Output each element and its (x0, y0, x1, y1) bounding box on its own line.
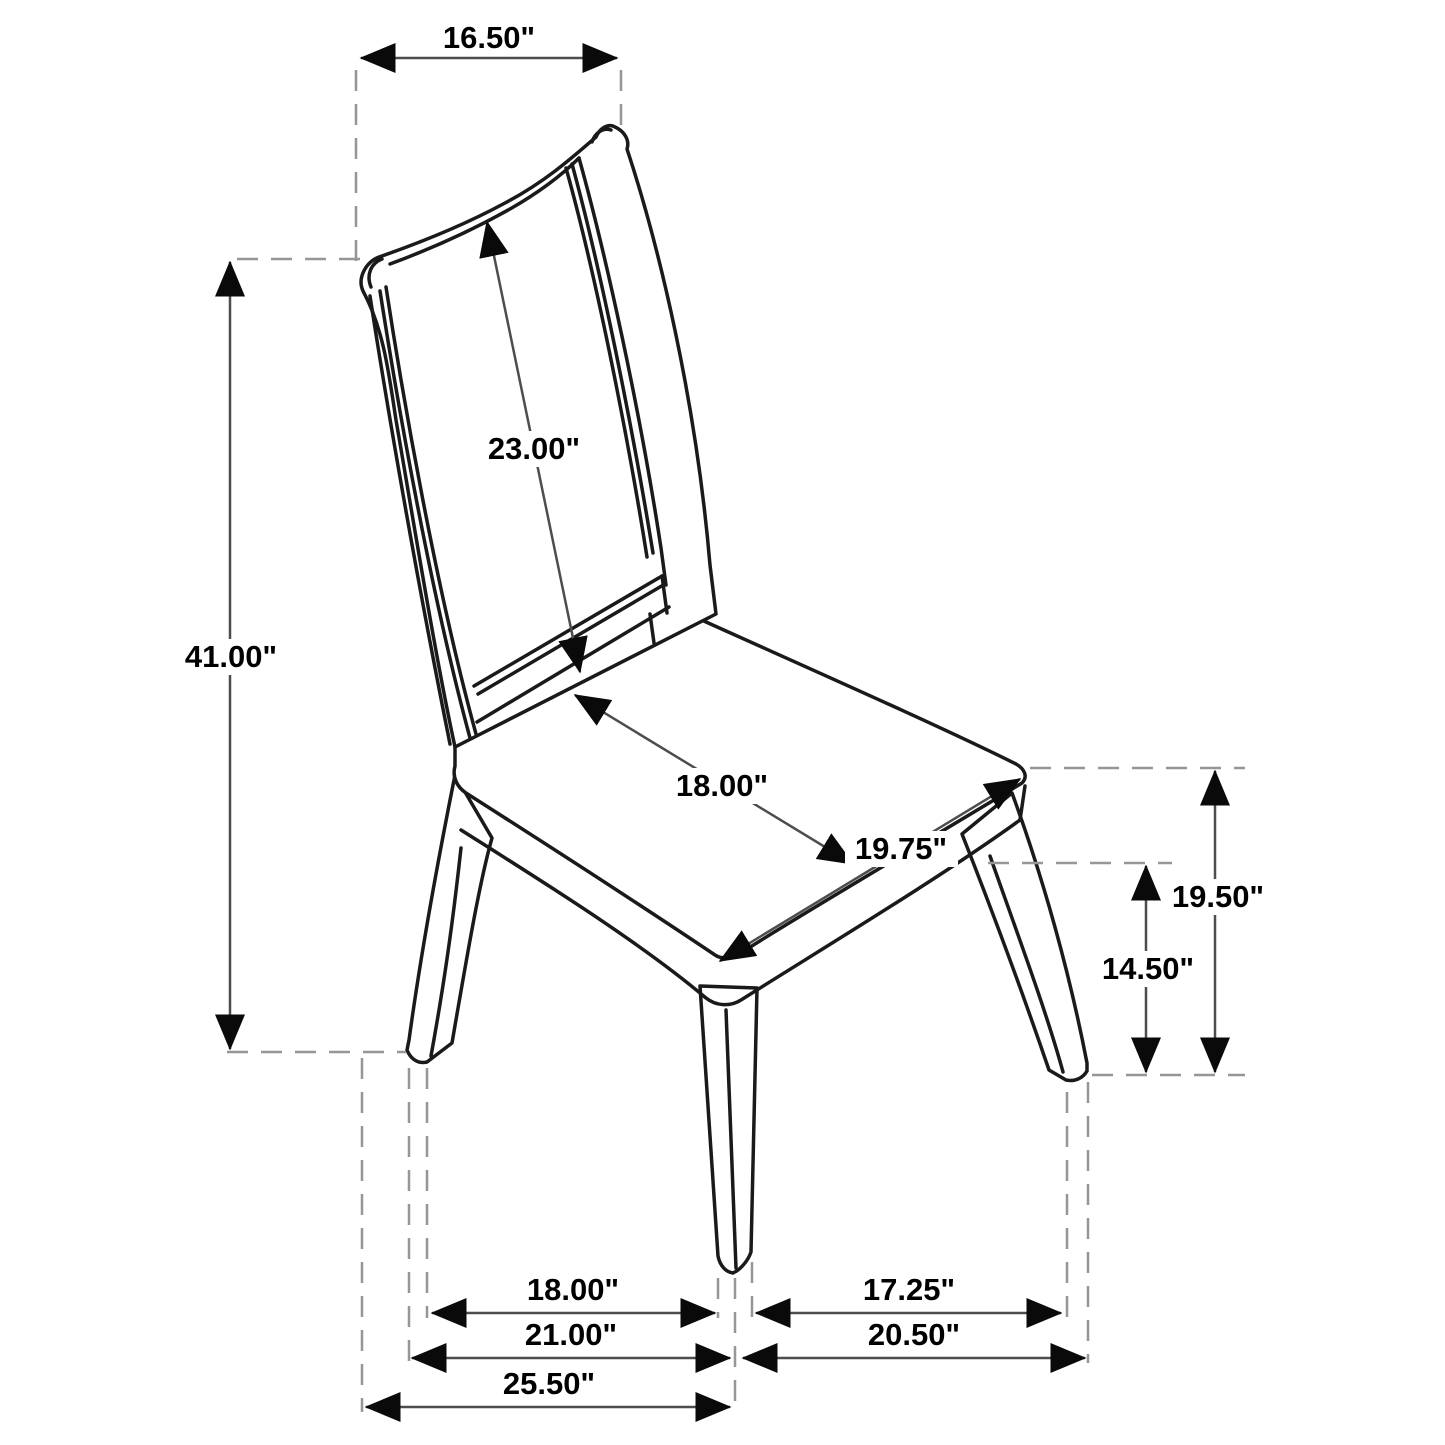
dim-label-back-top-width: 16.50" (442, 20, 536, 56)
seat-corner-edge (1020, 786, 1025, 820)
dim-label-footprint-rear-total: 20.50" (867, 1317, 961, 1353)
dim-label-overall-height: 41.00" (184, 639, 278, 675)
dim-label-rear-leg-height: 14.50" (1101, 951, 1195, 987)
front-leg (700, 986, 757, 1273)
dim-label-seat-height: 19.50" (1171, 879, 1265, 915)
dim-label-overall-depth: 25.50" (502, 1366, 596, 1402)
rear-left-leg (407, 775, 492, 1063)
dim-label-seat-width: 19.75" (854, 831, 948, 867)
chair-line-art (361, 126, 1087, 1273)
dim-label-seat-depth: 18.00" (675, 768, 769, 804)
rear-right-leg (962, 793, 1087, 1081)
dim-label-back-height: 23.00" (487, 431, 581, 467)
dim-label-footprint-rear: 17.25" (862, 1272, 956, 1308)
dim-label-footprint-front-total: 21.00" (524, 1317, 618, 1353)
dim-label-footprint-front: 18.00" (526, 1272, 620, 1308)
